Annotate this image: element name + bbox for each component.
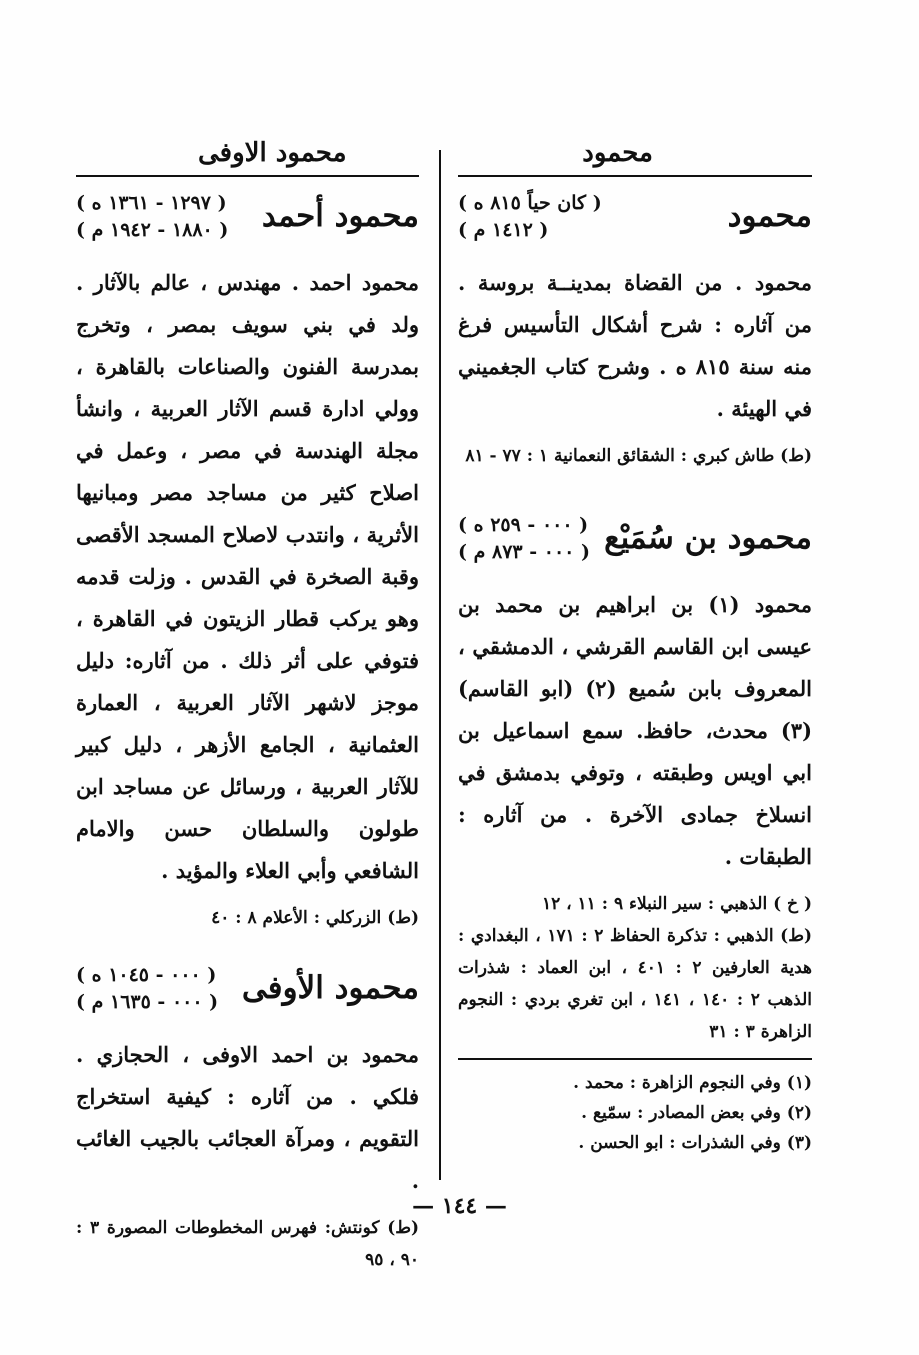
entry-header [458,188,812,258]
entry-dates [76,190,228,244]
column-divider [439,150,441,1180]
footnote: (٣) وفي الشذرات : ابو الحسن . [578,1133,812,1153]
entry-dates [458,190,602,244]
header-rule-left [76,175,419,177]
entry-text: محمود (١) بن ابراهيم بن محمد بن عيسى ابن القاسم القرشي ، الدمشقي ، المعروف بابن سُميع (٢) (ابو القاسم) (٣) محدث، حافظ. سمع اسماعيل بن ابي اويس وطبقته ، وتوفي بدمشق في انسلاخ جمادى الآخرة . من آثاره : الطبقات . [458,592,812,869]
dates-gregorian: ( ٠٠٠ - ٨٧٣ م ) [458,541,590,563]
entry-source: ( خ ) الذهبي : سير النبلاء ٩ : ١١ ، ١٢ [541,894,812,914]
right-column [458,180,812,1158]
page-number: — ١٤٤ — [412,1193,507,1219]
entry-text: محمود بن احمد الاوفى ، الحجازي . فلكي . من آثاره : كيفية استخراج التقويم ، ومرآة العجائب بالجيب الغائب . [76,1042,419,1193]
entry-source: (ط) الذهبي : تذكرة الحفاظ ٢ : ١٧١ ، البغدادي : هدية العارفين ٢ : ٤٠١ ، ابن العماد : شذرات الذهب ٢ : ١٤٠ ، ١٤١ ، ابن تغري بردي : النجوم الزاهرة ٣ : ٣١ [458,926,812,1042]
dates-hijri: ( ١٢٩٧ - ١٣٦١ ه ) [76,192,227,214]
entry-source: (ط) طاش كبري : الشقائق النعمانية ١ : ٧٧ - ٨١ [465,446,812,466]
entry-name: محمود [727,198,812,234]
footnote: (١) وفي النجوم الزاهرة : محمد . [573,1073,812,1093]
dates-gregorian: ( ١٨٨٠ - ١٩٤٢ م ) [76,219,229,241]
header-rule-right [458,175,812,177]
dates-hijri: ( ٠٠٠ - ٢٥٩ ه ) [458,514,589,536]
footnote-separator [458,1058,812,1060]
right-running-header: محمود [582,138,653,168]
left-running-header: محمود الاوفى [198,138,347,168]
entry-source: (ط) الزركلي : الأعلام ٨ : ٤٠ [211,908,419,928]
entry-text: محمود . من القضاة بمدينــة بروسة . من آثاره : شرح أشكال التأسيس فرغ منه سنة ٨١٥ ه . وشرح كتاب الجغميني في الهيئة . [458,270,812,421]
entry-header [76,960,419,1030]
left-column [76,180,419,1276]
entry-dates [458,512,590,566]
entry-dates [76,962,218,1016]
dates-hijri: ( كان حياً ٨١٥ ه ) [458,192,602,214]
entry-source: (ط) كونتش: فهرس المخطوطات المصورة ٣ : ٩٠ ، ٩٥ [76,1218,419,1270]
entry-name: محمود أحمد [261,198,419,234]
entry-name: محمود الأوفى [241,970,419,1006]
entry-name: محمود بن سُمَيْع [604,520,812,556]
footnote: (٢) وفي بعض المصادر : سمّيع . [581,1103,812,1123]
entry-header [458,510,812,580]
entry-text: محمود احمد . مهندس ، عالم بالآثار . ولد في بني سويف بمصر ، وتخرج بمدرسة الفنون والصناعات بالقاهرة ، وولي ادارة قسم الآثار العربية ، وانشأ مجلة الهندسة في مصر ، وعمل في اصلاح كثير من مساجد مصر ومبانيها الأثرية ، وانتدب لاصلاح المسجد الأقصى وقبة الصخرة في القدس . وزلت قدمه وهو يركب قطار الزيتون في القاهرة ، فتوفي على أثر ذلك . من آثاره: دليل موجز لاشهر الآثار العربية ، العمارة العثمانية ، الجامع الأزهر ، دليل كبير للآثار العربية ، ورسائل عن مساجد ابن طولون والسلطان حسن والامام الشافعي وأبي العلاء والمؤيد . [76,270,419,883]
dates-gregorian: ( ٠٠٠ - ١٦٣٥ م ) [76,991,219,1013]
dates-gregorian: ( ١٤١٢ م ) [458,219,549,241]
entry-header [76,188,419,258]
dates-hijri: ( ٠٠٠ - ١٠٤٥ ه ) [76,964,217,986]
